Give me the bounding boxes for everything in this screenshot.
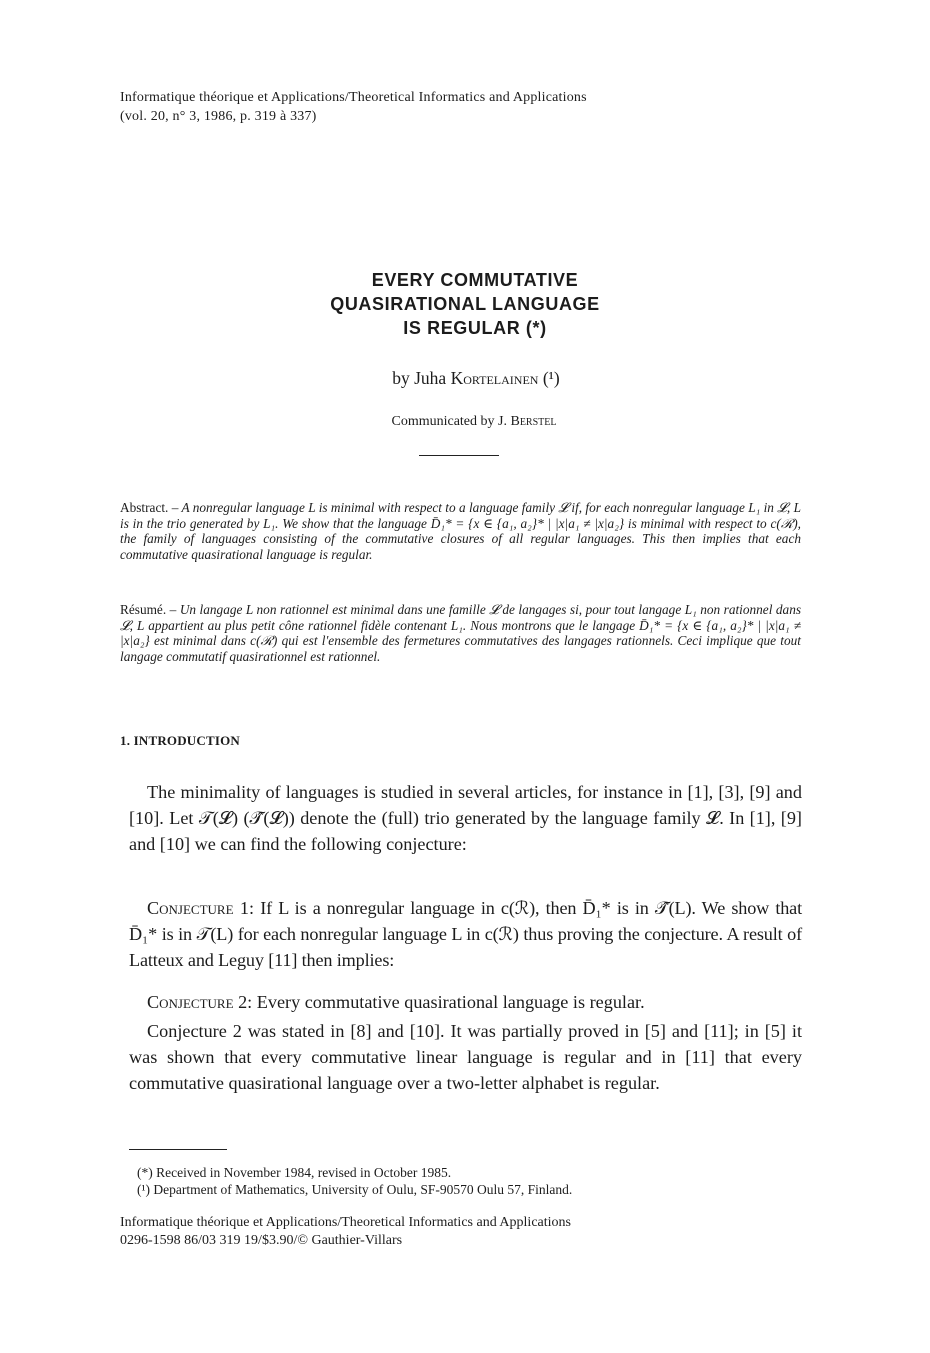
abstract	[120, 500, 801, 562]
footnotes	[137, 1164, 572, 1198]
resume-text: Un langage L non rationnel est minimal dans une famille 𝓛 de langages si, pour tout langage L₁ non rationnel dans 𝓛, L appartient au plus petit cône rationnel fidèle contenant L₁. Nous montrons que le langage D̄₁* = {x ∈ {a₁, a₂}* | |x|a₁ ≠ |x|a₂} est minimal dans c(ℛ) qui est l'ensemble des fermetures commutatives des langages rationnels. Ceci implique que tout langage commutatif quasirationnel est rationnel.	[120, 602, 802, 664]
title-line-2: QUASIRATIONAL LANGUAGE	[330, 294, 600, 314]
title-divider	[419, 455, 499, 456]
conjecture-1-text: If L is a nonregular language in c(ℛ), then D̄₁* is in 𝒯̂(L). We show that D̄₁* is in 𝒯(L) for each nonregular language L in c(ℛ) thus proving the conjecture. A result of Latteux and Leguy [11] then implies:	[129, 898, 803, 970]
resume-label: Résumé. –	[120, 602, 177, 617]
author-footnote-mark: (¹)	[542, 368, 560, 388]
author-byline	[0, 368, 930, 389]
paragraph-2	[129, 895, 802, 973]
section-heading: 1. INTRODUCTION	[120, 733, 241, 748]
conjecture-1-label: Conjecture 1:	[147, 898, 255, 918]
footnote-2: (¹) Department of Mathematics, University of Oulu, SF-90570 Oulu 57, Finland.	[137, 1182, 573, 1197]
author-name: Kortelainen	[450, 368, 539, 388]
journal-header	[120, 88, 587, 126]
author-prefix: by Juha	[392, 368, 447, 388]
footnote-1: (*) Received in November 1984, revised in October 1985.	[137, 1165, 452, 1180]
footer-journal: Informatique théorique et Applications/Theoretical Informatics and Applications	[120, 1215, 571, 1230]
conjecture-2-label: Conjecture 2:	[147, 992, 253, 1012]
paper-title	[0, 268, 930, 340]
journal-name: Informatique théorique et Applications/Theoretical Informatics and Applications	[120, 90, 587, 105]
paragraph-1: The minimality of languages is studied in several articles, for instance in [1], [3], [9] and [10]. Let 𝒯(𝓛) (𝒯̂(𝓛)) denote the (full) trio generated by the language family 𝓛. In [1], [9] and [10] we can find the following conjecture:	[129, 782, 802, 854]
title-line-3: IS REGULAR (*)	[403, 318, 547, 338]
conjecture-2-text: Every commutative quasirational language is regular.	[252, 992, 645, 1012]
footer-code: 0296-1598 86/03 319 19/$3.90/© Gauthier-Villars	[120, 1233, 403, 1248]
title-line-1: EVERY COMMUTATIVE	[371, 270, 579, 290]
paragraph-3	[129, 989, 802, 1015]
page-footer	[120, 1214, 571, 1250]
journal-citation: (vol. 20, n° 3, 1986, p. 319 à 337)	[120, 109, 317, 124]
footnote-divider	[129, 1149, 227, 1150]
communicated-by	[0, 414, 930, 430]
paragraph-4: Conjecture 2 was stated in [8] and [10]. It was partially proved in [5] and [11]; in [5] it was shown that every commutative linear language is regular and in [11] that every commutative quasirational language over a two-letter alphabet is regular.	[129, 1021, 802, 1093]
abstract-label: Abstract. –	[120, 500, 179, 515]
resume	[120, 602, 801, 664]
abstract-text: A nonregular language L is minimal with respect to a language family 𝓛 if, for each nonregular language L₁ in 𝓛, L is in the trio generated by L₁. We show that the language D̄₁* = {x ∈ {a₁, a₂}* | |x|a₁ ≠ |x|a₂} is minimal with respect to c(ℛ), the family of languages consisting of the commutative closures of all regular languages. This then implies that each commutative quasirational language is regular.	[120, 500, 801, 562]
communicator-name: Berstel	[510, 414, 557, 429]
communicated-prefix: Communicated by J.	[391, 414, 507, 429]
